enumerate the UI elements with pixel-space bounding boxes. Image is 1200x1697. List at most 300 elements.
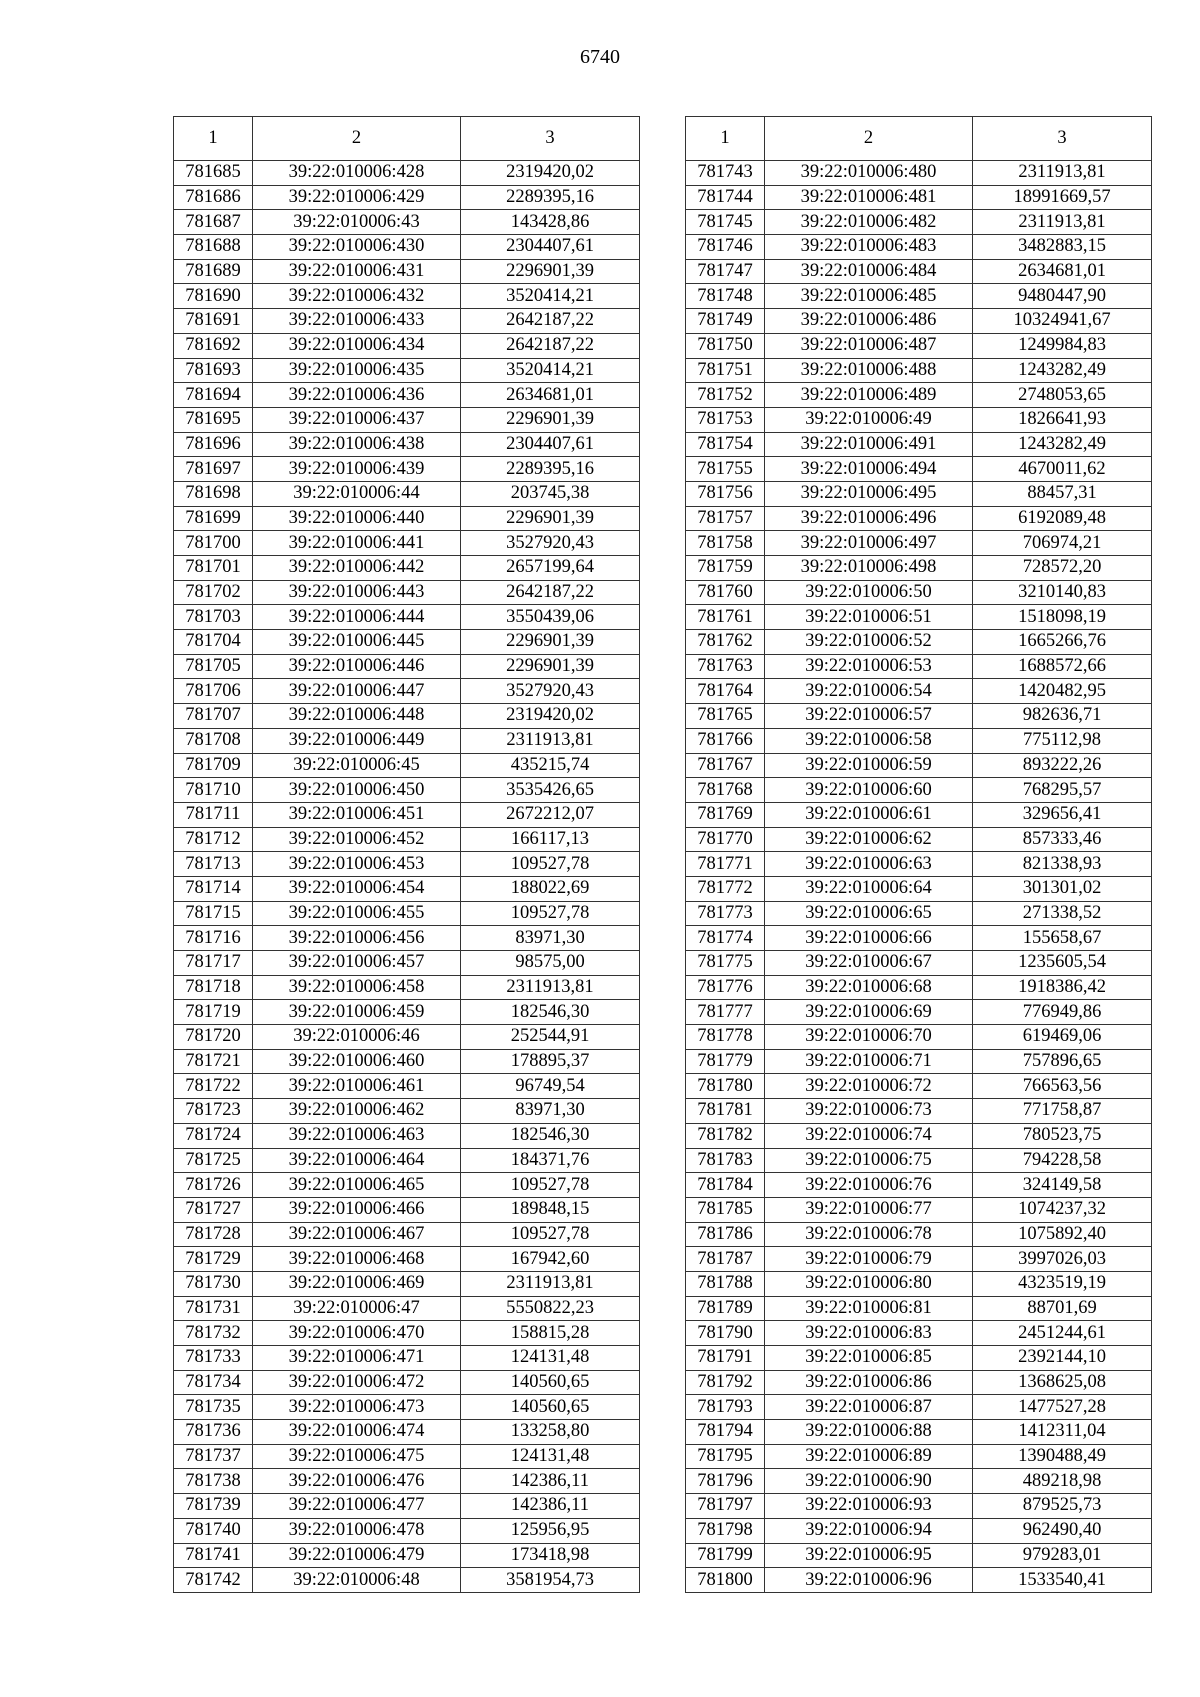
cadastral-number-cell: 39:22:010006:83: [765, 1321, 973, 1346]
table-row: [174, 1568, 640, 1593]
value-cell: 158815,28: [461, 1321, 640, 1346]
value-cell: 2311913,81: [461, 728, 640, 753]
table-row: [174, 1494, 640, 1519]
table-row: [174, 802, 640, 827]
row-number-cell: 781707: [174, 704, 253, 729]
table-row: [686, 679, 1152, 704]
cadastral-number-cell: 39:22:010006:89: [765, 1444, 973, 1469]
table-row: [686, 481, 1152, 506]
row-number-cell: 781793: [686, 1395, 765, 1420]
row-number-cell: 781733: [174, 1346, 253, 1371]
cadastral-number-cell: 39:22:010006:90: [765, 1469, 973, 1494]
cadastral-number-cell: 39:22:010006:44: [253, 481, 461, 506]
row-number-cell: 781722: [174, 1074, 253, 1099]
row-number-cell: 781764: [686, 679, 765, 704]
cadastral-number-cell: 39:22:010006:479: [253, 1543, 461, 1568]
value-cell: 178895,37: [461, 1049, 640, 1074]
cadastral-number-cell: 39:22:010006:460: [253, 1049, 461, 1074]
value-cell: 4670011,62: [973, 457, 1152, 482]
table-row: [686, 1000, 1152, 1025]
row-number-cell: 781800: [686, 1568, 765, 1593]
row-number-cell: 781799: [686, 1543, 765, 1568]
table-row: [686, 309, 1152, 334]
cadastral-number-cell: 39:22:010006:432: [253, 284, 461, 309]
table-row: [686, 1420, 1152, 1445]
value-cell: 3520414,21: [461, 284, 640, 309]
cadastral-number-cell: 39:22:010006:480: [765, 161, 973, 186]
table-row: [174, 901, 640, 926]
cadastral-number-cell: 39:22:010006:455: [253, 901, 461, 926]
row-number-cell: 781726: [174, 1173, 253, 1198]
cadastral-number-cell: 39:22:010006:85: [765, 1346, 973, 1371]
table-row: [174, 1469, 640, 1494]
table-row: [174, 605, 640, 630]
row-number-cell: 781783: [686, 1148, 765, 1173]
table-row: [686, 1494, 1152, 1519]
value-cell: 2642187,22: [461, 333, 640, 358]
table-row: [174, 679, 640, 704]
row-number-cell: 781756: [686, 481, 765, 506]
value-cell: 728572,20: [973, 556, 1152, 581]
value-cell: 794228,58: [973, 1148, 1152, 1173]
row-number-cell: 781718: [174, 975, 253, 1000]
value-cell: 83971,30: [461, 1099, 640, 1124]
table-row: [174, 1025, 640, 1050]
cadastral-number-cell: 39:22:010006:476: [253, 1469, 461, 1494]
cadastral-number-cell: 39:22:010006:69: [765, 1000, 973, 1025]
table-row: [686, 210, 1152, 235]
column-header: 1: [686, 117, 765, 161]
cadastral-number-cell: 39:22:010006:466: [253, 1197, 461, 1222]
table-row: [174, 481, 640, 506]
row-number-cell: 781779: [686, 1049, 765, 1074]
row-number-cell: 781690: [174, 284, 253, 309]
table-row: [174, 185, 640, 210]
value-cell: 1368625,08: [973, 1370, 1152, 1395]
value-cell: 189848,15: [461, 1197, 640, 1222]
table-row: [174, 457, 640, 482]
value-cell: 3997026,03: [973, 1247, 1152, 1272]
value-cell: 173418,98: [461, 1543, 640, 1568]
table-row: [174, 1074, 640, 1099]
value-cell: 133258,80: [461, 1420, 640, 1445]
row-number-cell: 781713: [174, 852, 253, 877]
cadastral-number-cell: 39:22:010006:481: [765, 185, 973, 210]
cadastral-number-cell: 39:22:010006:485: [765, 284, 973, 309]
value-cell: 775112,98: [973, 728, 1152, 753]
row-number-cell: 781786: [686, 1222, 765, 1247]
row-number-cell: 781782: [686, 1123, 765, 1148]
value-cell: 2319420,02: [461, 704, 640, 729]
row-number-cell: 781788: [686, 1271, 765, 1296]
value-cell: 142386,11: [461, 1494, 640, 1519]
cadastral-number-cell: 39:22:010006:80: [765, 1271, 973, 1296]
value-cell: 1420482,95: [973, 679, 1152, 704]
row-number-cell: 781777: [686, 1000, 765, 1025]
cadastral-number-cell: 39:22:010006:81: [765, 1296, 973, 1321]
table-row: [686, 1099, 1152, 1124]
cadastral-number-cell: 39:22:010006:447: [253, 679, 461, 704]
row-number-cell: 781714: [174, 876, 253, 901]
table-row: [686, 1222, 1152, 1247]
cadastral-number-cell: 39:22:010006:53: [765, 654, 973, 679]
row-number-cell: 781768: [686, 778, 765, 803]
value-cell: 857333,46: [973, 827, 1152, 852]
value-cell: 780523,75: [973, 1123, 1152, 1148]
row-number-cell: 781705: [174, 654, 253, 679]
cadastral-number-cell: 39:22:010006:45: [253, 753, 461, 778]
table-row: [686, 235, 1152, 260]
cadastral-number-cell: 39:22:010006:52: [765, 630, 973, 655]
cadastral-number-cell: 39:22:010006:496: [765, 506, 973, 531]
value-cell: 1518098,19: [973, 605, 1152, 630]
row-number-cell: 781774: [686, 926, 765, 951]
row-number-cell: 781691: [174, 309, 253, 334]
value-cell: 109527,78: [461, 852, 640, 877]
cadastral-number-cell: 39:22:010006:431: [253, 259, 461, 284]
row-number-cell: 781780: [686, 1074, 765, 1099]
column-header: 3: [461, 117, 640, 161]
value-cell: 2392144,10: [973, 1346, 1152, 1371]
value-cell: 83971,30: [461, 926, 640, 951]
value-cell: 1075892,40: [973, 1222, 1152, 1247]
cadastral-number-cell: 39:22:010006:430: [253, 235, 461, 260]
value-cell: 140560,65: [461, 1395, 640, 1420]
table-row: [686, 531, 1152, 556]
cadastral-number-cell: 39:22:010006:65: [765, 901, 973, 926]
cadastral-number-cell: 39:22:010006:59: [765, 753, 973, 778]
value-cell: 706974,21: [973, 531, 1152, 556]
table-row: [174, 1296, 640, 1321]
value-cell: 768295,57: [973, 778, 1152, 803]
table-row: [174, 1543, 640, 1568]
value-cell: 124131,48: [461, 1444, 640, 1469]
row-number-cell: 781770: [686, 827, 765, 852]
row-number-cell: 781794: [686, 1420, 765, 1445]
row-number-cell: 781797: [686, 1494, 765, 1519]
row-number-cell: 781696: [174, 432, 253, 457]
row-number-cell: 781717: [174, 951, 253, 976]
table-row: [174, 1444, 640, 1469]
cadastral-number-cell: 39:22:010006:458: [253, 975, 461, 1000]
cadastral-number-cell: 39:22:010006:484: [765, 259, 973, 284]
cadastral-number-cell: 39:22:010006:488: [765, 358, 973, 383]
value-cell: 2672212,07: [461, 802, 640, 827]
value-cell: 166117,13: [461, 827, 640, 852]
table-row: [686, 630, 1152, 655]
table-row: [174, 1395, 640, 1420]
row-number-cell: 781735: [174, 1395, 253, 1420]
row-number-cell: 781789: [686, 1296, 765, 1321]
table-row: [174, 1148, 640, 1173]
value-cell: 324149,58: [973, 1173, 1152, 1198]
table-row: [686, 1568, 1152, 1593]
cadastral-number-cell: 39:22:010006:66: [765, 926, 973, 951]
value-cell: 96749,54: [461, 1074, 640, 1099]
row-number-cell: 781758: [686, 531, 765, 556]
value-cell: 203745,38: [461, 481, 640, 506]
cadastral-number-cell: 39:22:010006:474: [253, 1420, 461, 1445]
value-cell: 88457,31: [973, 481, 1152, 506]
row-number-cell: 781689: [174, 259, 253, 284]
value-cell: 1074237,32: [973, 1197, 1152, 1222]
table-row: [686, 358, 1152, 383]
table-row: [174, 704, 640, 729]
row-number-cell: 781745: [686, 210, 765, 235]
table-row: [174, 654, 640, 679]
table-row: [174, 383, 640, 408]
cadastral-number-cell: 39:22:010006:472: [253, 1370, 461, 1395]
table-row: [174, 210, 640, 235]
table-row: [174, 1000, 640, 1025]
value-cell: 979283,01: [973, 1543, 1152, 1568]
row-number-cell: 781695: [174, 407, 253, 432]
row-number-cell: 781776: [686, 975, 765, 1000]
value-cell: 757896,65: [973, 1049, 1152, 1074]
value-cell: 766563,56: [973, 1074, 1152, 1099]
cadastral-number-cell: 39:22:010006:469: [253, 1271, 461, 1296]
cadastral-number-cell: 39:22:010006:433: [253, 309, 461, 334]
cadastral-number-cell: 39:22:010006:51: [765, 605, 973, 630]
value-cell: 18991669,57: [973, 185, 1152, 210]
table-row: [174, 753, 640, 778]
row-number-cell: 781702: [174, 580, 253, 605]
cadastral-number-cell: 39:22:010006:451: [253, 802, 461, 827]
row-number-cell: 781727: [174, 1197, 253, 1222]
cadastral-number-cell: 39:22:010006:436: [253, 383, 461, 408]
row-number-cell: 781743: [686, 161, 765, 186]
table-row: [174, 309, 640, 334]
row-number-cell: 781725: [174, 1148, 253, 1173]
value-cell: 143428,86: [461, 210, 640, 235]
row-number-cell: 781781: [686, 1099, 765, 1124]
cadastral-number-cell: 39:22:010006:482: [765, 210, 973, 235]
table-row: [686, 1148, 1152, 1173]
cadastral-number-cell: 39:22:010006:495: [765, 481, 973, 506]
cadastral-number-cell: 39:22:010006:441: [253, 531, 461, 556]
table-row: [174, 580, 640, 605]
value-cell: 3520414,21: [461, 358, 640, 383]
value-cell: 10324941,67: [973, 309, 1152, 334]
value-cell: 3527920,43: [461, 531, 640, 556]
row-number-cell: 781792: [686, 1370, 765, 1395]
row-number-cell: 781746: [686, 235, 765, 260]
cadastral-number-cell: 39:22:010006:445: [253, 630, 461, 655]
value-cell: 1688572,66: [973, 654, 1152, 679]
cadastral-number-cell: 39:22:010006:63: [765, 852, 973, 877]
value-cell: 3550439,06: [461, 605, 640, 630]
value-cell: 182546,30: [461, 1123, 640, 1148]
value-cell: 3210140,83: [973, 580, 1152, 605]
table-row: [686, 827, 1152, 852]
table-row: [686, 1395, 1152, 1420]
value-cell: 140560,65: [461, 1370, 640, 1395]
row-number-cell: 781711: [174, 802, 253, 827]
cadastral-number-cell: 39:22:010006:453: [253, 852, 461, 877]
cadastral-number-cell: 39:22:010006:446: [253, 654, 461, 679]
row-number-cell: 781795: [686, 1444, 765, 1469]
value-cell: 5550822,23: [461, 1296, 640, 1321]
value-cell: 2748053,65: [973, 383, 1152, 408]
cadastral-number-cell: 39:22:010006:62: [765, 827, 973, 852]
table-row: [174, 1370, 640, 1395]
table-row: [686, 951, 1152, 976]
value-cell: 109527,78: [461, 901, 640, 926]
row-number-cell: 781706: [174, 679, 253, 704]
cadastral-number-cell: 39:22:010006:60: [765, 778, 973, 803]
cadastral-number-cell: 39:22:010006:67: [765, 951, 973, 976]
value-cell: 1243282,49: [973, 358, 1152, 383]
value-cell: 1665266,76: [973, 630, 1152, 655]
row-number-cell: 781693: [174, 358, 253, 383]
cadastral-number-cell: 39:22:010006:477: [253, 1494, 461, 1519]
table-row: [174, 951, 640, 976]
cadastral-number-cell: 39:22:010006:434: [253, 333, 461, 358]
value-cell: 2296901,39: [461, 630, 640, 655]
table-row: [686, 1049, 1152, 1074]
row-number-cell: 781736: [174, 1420, 253, 1445]
value-cell: 184371,76: [461, 1148, 640, 1173]
column-header: 1: [174, 117, 253, 161]
row-number-cell: 781732: [174, 1321, 253, 1346]
value-cell: 1826641,93: [973, 407, 1152, 432]
cadastral-number-cell: 39:22:010006:73: [765, 1099, 973, 1124]
table-row: [174, 876, 640, 901]
cadastral-number-cell: 39:22:010006:497: [765, 531, 973, 556]
table-row: [174, 926, 640, 951]
value-cell: 2657199,64: [461, 556, 640, 581]
value-cell: 2304407,61: [461, 432, 640, 457]
cadastral-number-cell: 39:22:010006:78: [765, 1222, 973, 1247]
table-row: [174, 284, 640, 309]
table-row: [174, 852, 640, 877]
table-row: [174, 432, 640, 457]
table-row: [174, 778, 640, 803]
cadastral-number-cell: 39:22:010006:486: [765, 309, 973, 334]
row-number-cell: 781785: [686, 1197, 765, 1222]
row-number-cell: 781731: [174, 1296, 253, 1321]
table-row: [174, 506, 640, 531]
value-cell: 301301,02: [973, 876, 1152, 901]
table-row: [174, 1123, 640, 1148]
table-row: [686, 333, 1152, 358]
row-number-cell: 781739: [174, 1494, 253, 1519]
row-number-cell: 781697: [174, 457, 253, 482]
cadastral-number-cell: 39:22:010006:439: [253, 457, 461, 482]
table-row: [686, 876, 1152, 901]
value-cell: 2634681,01: [461, 383, 640, 408]
cadastral-number-cell: 39:22:010006:456: [253, 926, 461, 951]
row-number-cell: 781755: [686, 457, 765, 482]
table-row: [686, 185, 1152, 210]
cadastral-number-cell: 39:22:010006:54: [765, 679, 973, 704]
table-row: [174, 531, 640, 556]
row-number-cell: 781710: [174, 778, 253, 803]
value-cell: 2296901,39: [461, 654, 640, 679]
cadastral-number-cell: 39:22:010006:468: [253, 1247, 461, 1272]
table-row: [174, 1222, 640, 1247]
cadastral-number-cell: 39:22:010006:467: [253, 1222, 461, 1247]
row-number-cell: 781688: [174, 235, 253, 260]
row-number-cell: 781760: [686, 580, 765, 605]
cadastral-number-cell: 39:22:010006:86: [765, 1370, 973, 1395]
cadastral-number-cell: 39:22:010006:93: [765, 1494, 973, 1519]
cadastral-number-cell: 39:22:010006:459: [253, 1000, 461, 1025]
row-number-cell: 781762: [686, 630, 765, 655]
table-row: [174, 1173, 640, 1198]
row-number-cell: 781747: [686, 259, 765, 284]
value-cell: 3581954,73: [461, 1568, 640, 1593]
value-cell: 2642187,22: [461, 580, 640, 605]
value-cell: 88701,69: [973, 1296, 1152, 1321]
cadastral-number-cell: 39:22:010006:478: [253, 1518, 461, 1543]
row-number-cell: 781709: [174, 753, 253, 778]
cadastral-number-cell: 39:22:010006:48: [253, 1568, 461, 1593]
row-number-cell: 781686: [174, 185, 253, 210]
table-row: [686, 457, 1152, 482]
value-cell: 1533540,41: [973, 1568, 1152, 1593]
table-row: [686, 1123, 1152, 1148]
row-number-cell: 781748: [686, 284, 765, 309]
table-row: [686, 1518, 1152, 1543]
table-row: [686, 1321, 1152, 1346]
table-row: [174, 1346, 640, 1371]
cadastral-number-cell: 39:22:010006:46: [253, 1025, 461, 1050]
cadastral-number-cell: 39:22:010006:483: [765, 235, 973, 260]
value-cell: 2642187,22: [461, 309, 640, 334]
row-number-cell: 781763: [686, 654, 765, 679]
cadastral-number-cell: 39:22:010006:494: [765, 457, 973, 482]
table-row: [686, 975, 1152, 1000]
value-cell: 2304407,61: [461, 235, 640, 260]
cadastral-number-cell: 39:22:010006:68: [765, 975, 973, 1000]
table-row: [686, 1346, 1152, 1371]
cadastral-number-cell: 39:22:010006:74: [765, 1123, 973, 1148]
row-number-cell: 781791: [686, 1346, 765, 1371]
value-cell: 1249984,83: [973, 333, 1152, 358]
row-number-cell: 781715: [174, 901, 253, 926]
row-number-cell: 781700: [174, 531, 253, 556]
table-row: [174, 630, 640, 655]
row-number-cell: 781769: [686, 802, 765, 827]
value-cell: 2296901,39: [461, 407, 640, 432]
value-cell: 98575,00: [461, 951, 640, 976]
row-number-cell: 781778: [686, 1025, 765, 1050]
value-cell: 2311913,81: [973, 161, 1152, 186]
cadastral-number-cell: 39:22:010006:457: [253, 951, 461, 976]
table-row: [686, 852, 1152, 877]
table-row: [686, 1444, 1152, 1469]
row-number-cell: 781712: [174, 827, 253, 852]
table-row: [174, 1271, 640, 1296]
cadastral-number-cell: 39:22:010006:95: [765, 1543, 973, 1568]
table-row: [174, 333, 640, 358]
row-number-cell: 781685: [174, 161, 253, 186]
table-row: [686, 580, 1152, 605]
cadastral-number-cell: 39:22:010006:471: [253, 1346, 461, 1371]
value-cell: 6192089,48: [973, 506, 1152, 531]
row-number-cell: 781750: [686, 333, 765, 358]
row-number-cell: 781753: [686, 407, 765, 432]
row-number-cell: 781730: [174, 1271, 253, 1296]
row-number-cell: 781723: [174, 1099, 253, 1124]
value-cell: 893222,26: [973, 753, 1152, 778]
cadastral-number-cell: 39:22:010006:87: [765, 1395, 973, 1420]
table-row: [174, 407, 640, 432]
table-row: [174, 161, 640, 186]
cadastral-number-cell: 39:22:010006:70: [765, 1025, 973, 1050]
value-cell: 2296901,39: [461, 506, 640, 531]
